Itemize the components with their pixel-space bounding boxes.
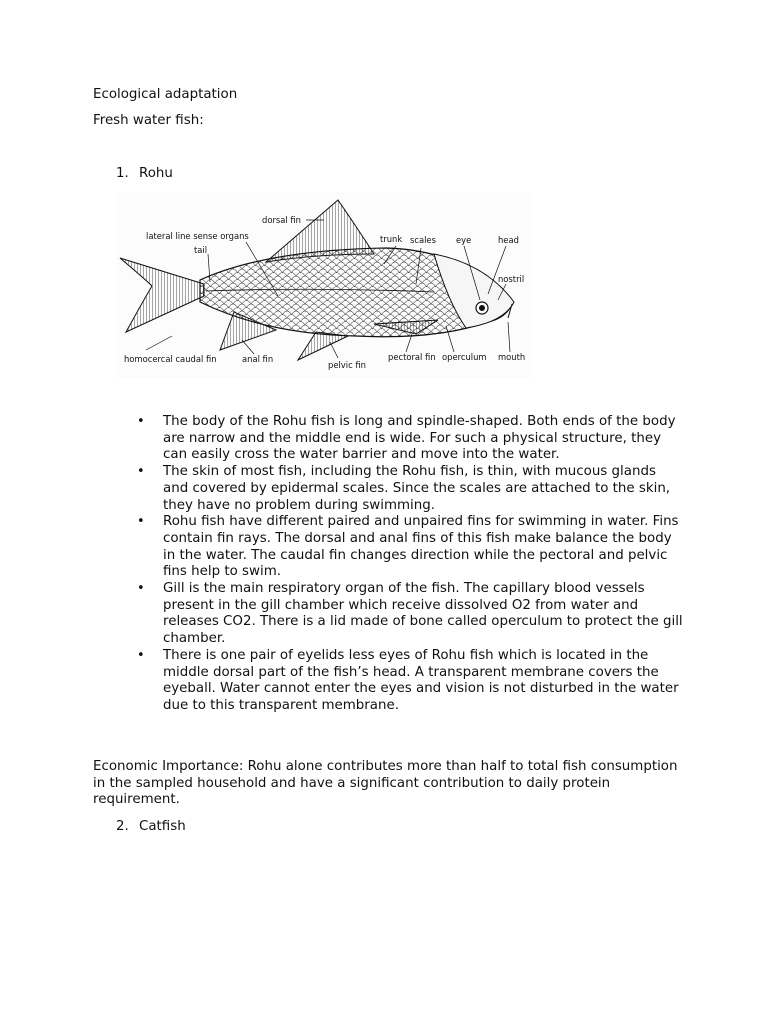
label-tail: tail: [194, 245, 208, 255]
tail-fin: [120, 258, 204, 332]
bullet-text: There is one pair of eyelids less eyes of Rohu fish which is located in the middle dorsal part of the fish’s head. A transparent membrane covers the eyeball. Water cannot enter the eyes and vision is not disturbed in the water due to this transparent membrane.: [163, 647, 679, 713]
bullet-icon: •: [137, 647, 145, 663]
list-number: 2.: [116, 819, 129, 834]
list-item-catfish: [116, 819, 186, 835]
list-item-rohu: [116, 166, 173, 182]
list-item: [137, 514, 685, 581]
label-anal-fin: anal fin: [242, 354, 274, 364]
list-number: 1.: [116, 166, 129, 181]
label-pectoral-fin: pectoral fin: [388, 352, 436, 362]
adaptation-bullet-list: [137, 414, 685, 715]
bullet-text: Rohu fish have different paired and unpaired fins for swimming in water. Fins contain fin rays. The dorsal and anal fins of this fish make balance the body in the water. The caudal fin changes direction while the pectoral and pelvic fins help to swim.: [163, 514, 679, 580]
label-operculum: operculum: [442, 352, 487, 362]
rohu-fish-diagram: [116, 192, 532, 378]
economic-importance-paragraph: Economic Importance: Rohu alone contributes more than half to total fish consumption in the sampled household and have a significant contribution to daily protein requirement.: [93, 759, 678, 808]
section-subtitle: Fresh water fish:: [93, 113, 204, 128]
bullet-text: The skin of most fish, including the Rohu fish, is thin, with mucous glands and covered by epidermal scales. Since the scales are attached to the skin, they have no problem during swimming.: [163, 464, 671, 513]
bullet-icon: •: [137, 414, 145, 429]
bullet-icon: •: [137, 464, 145, 480]
document-title: Ecological adaptation: [93, 87, 238, 102]
bullet-text: The body of the Rohu fish is long and spindle-shaped. Both ends of the body are narrow and the middle end is wide. For such a physical structure, they can easily cross the water barrier and move into the water.: [163, 414, 676, 463]
label-scales: scales: [410, 235, 436, 245]
pelvic-fin-shape: [298, 332, 348, 360]
label-mouth: mouth: [498, 352, 526, 362]
label-trunk: trunk: [380, 234, 403, 244]
fish-illustration: [116, 192, 532, 378]
label-nostril: nostril: [498, 274, 525, 284]
label-eye: eye: [456, 235, 472, 245]
list-item: [137, 581, 685, 648]
label-dorsal-fin: dorsal fin: [262, 215, 301, 225]
label-pelvic-fin: pelvic fin: [328, 360, 366, 370]
bullet-text: Gill is the main respiratory organ of the fish. The capillary blood vessels present in the gill chamber which receive dissolved O2 from water and releases CO2. There is a lid made of bone called operculum to protect the gill chamber.: [163, 581, 683, 647]
label-lateral-line: lateral line sense organs: [146, 231, 249, 241]
label-head: head: [498, 235, 519, 245]
bullet-icon: •: [137, 581, 145, 597]
list-item: [137, 414, 685, 464]
list-label: Rohu: [139, 166, 173, 181]
list-label: Catfish: [139, 819, 186, 834]
list-item: [137, 464, 685, 514]
list-item: [137, 648, 685, 715]
label-caudal-fin: homocercal caudal fin: [124, 354, 217, 364]
bullet-icon: •: [137, 514, 145, 530]
